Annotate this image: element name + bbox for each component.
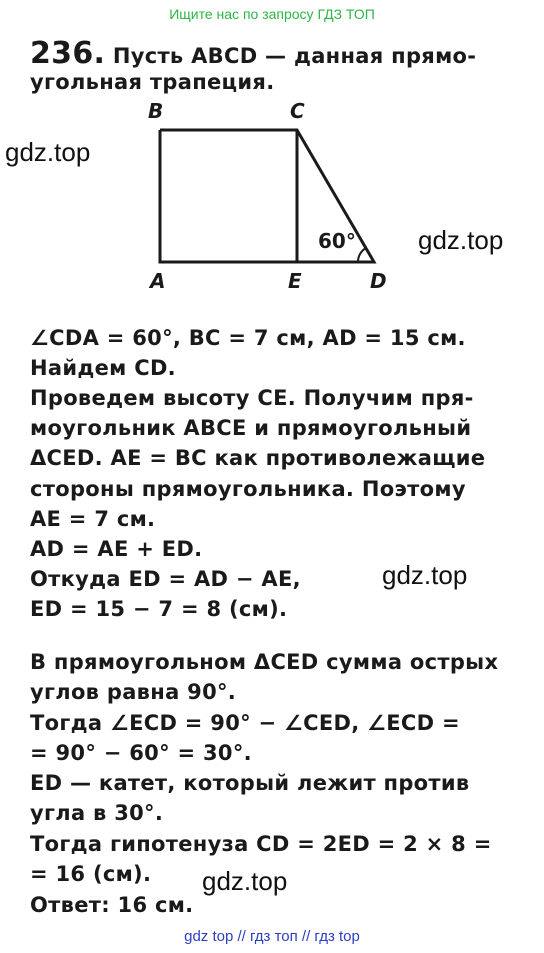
answer-line: Ответ: 16 см. [30,893,194,917]
solution-line: моугольник ABCE и прямоугольный [30,416,472,440]
solution-line: ∠CDA = 60°, BC = 7 см, AD = 15 см. [30,326,466,350]
solution-line: ΔCED. AE = BC как противолежащие [30,446,486,470]
solution-line: = 90° − 60° = 30°. [30,741,252,765]
problem-intro-1: Пусть ABCD — данная прямо- [112,44,477,68]
solution-line: ED — катет, который лежит против [30,771,470,795]
watermark: gdz.top [5,137,91,167]
solution-line: = 16 (см). [30,862,152,886]
solution-line: В прямоугольном ΔCED сумма острых [30,650,499,674]
label-a: A [150,269,166,293]
label-c: C [290,99,305,123]
solution-line: Тогда ∠ECD = 90° − ∠CED, ∠ECD = [30,711,460,735]
label-d: D [370,269,387,293]
footer-links: gdz top // гдз топ // гдз top [184,928,360,945]
solution-line: AD = AE + ED. [30,537,203,561]
solution-line: Проведем высоту CE. Получим пря- [30,386,474,410]
problem-number: 236. [30,36,106,71]
solution-line: ED = 15 − 7 = 8 (см). [30,597,288,621]
search-banner: Ищите нас по запросу ГДЗ ТОП [169,6,375,22]
watermark: gdz.top [202,866,288,896]
label-e: E [288,269,302,293]
watermark: gdz.top [382,560,468,590]
solution-line: стороны прямоугольника. Поэтому [30,477,466,501]
angle-label: 60° [318,229,356,253]
solution-line: Откуда ED = AD − AE, [30,567,301,591]
watermark: gdz.top [418,225,504,255]
solution-line: угла в 30°. [30,801,164,825]
solution-line: Найдем CD. [30,356,176,380]
problem-header [30,36,476,71]
trapezoid-figure [0,95,544,300]
angle-arc [358,248,366,262]
solution-line: углов равна 90°. [30,680,237,704]
solution-line: Тогда гипотенуза CD = 2ED = 2 × 8 = [30,832,492,856]
label-b: B [148,99,164,123]
solution-line: AE = 7 см. [30,507,156,531]
problem-intro-2: угольная трапеция. [30,70,275,94]
